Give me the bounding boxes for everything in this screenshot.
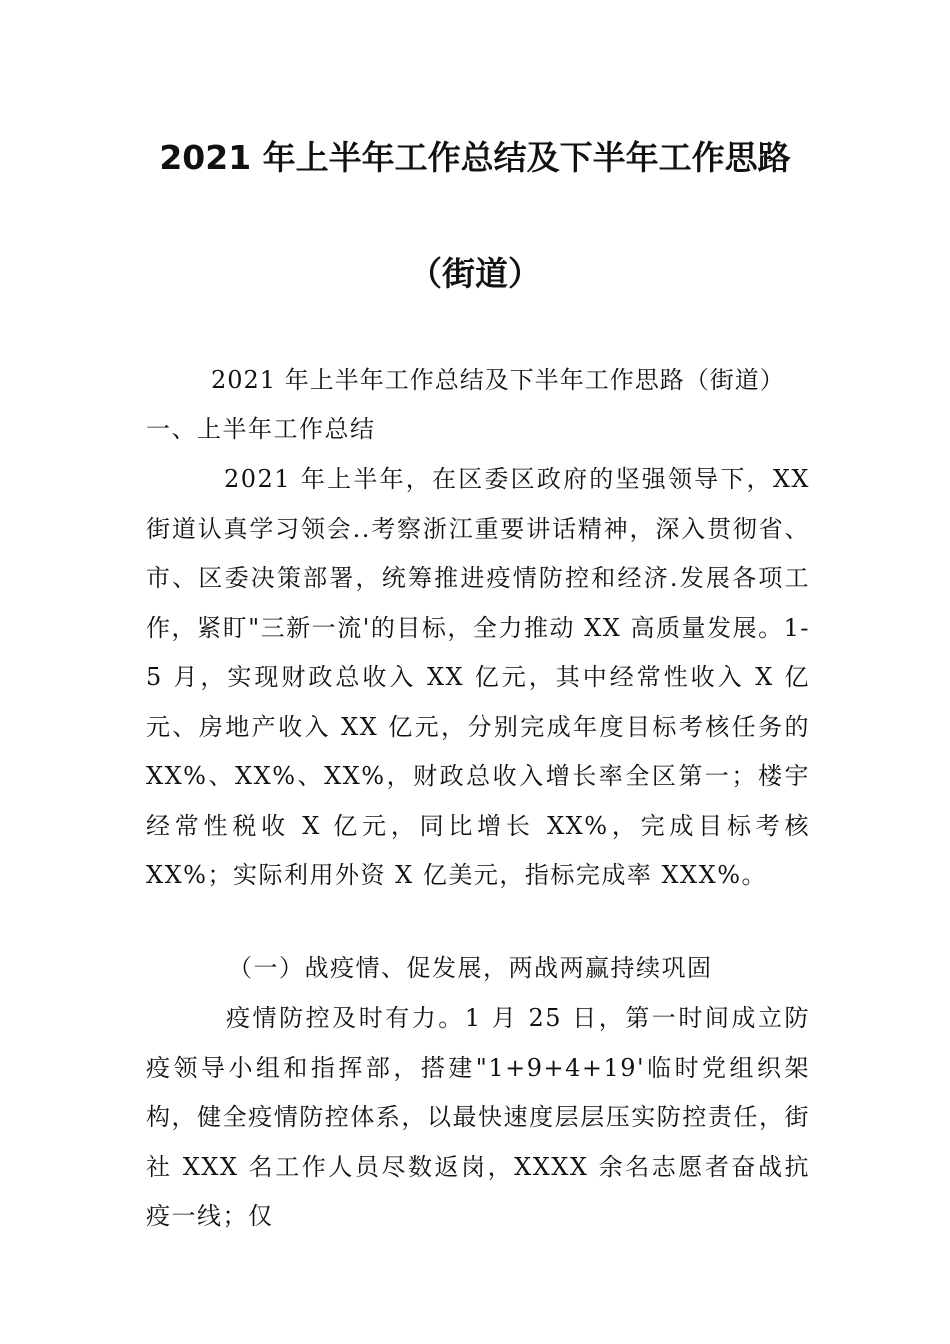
epidemic-control-paragraph: 疫情防控及时有力。1 月 25 日，第一时间成立防疫领导小组和指挥部，搭建"1+9+4+19'临时党组织架构，健全疫情防控体系，以最快速度层层压实防控责任，街社 XXX 名工作人员尽数返岗，XXXX 余名志愿者奋战抗疫一线；仅 xyxy=(146,1004,810,1230)
document-title-suffix: （街道） xyxy=(409,254,541,293)
subsection-heading-epidemic-development: （一）战疫情、促发展，两战两赢持续巩固 xyxy=(228,954,713,982)
document-subtitle: 2021 年上半年工作总结及下半年工作思路（街道） xyxy=(211,366,785,394)
summary-paragraph: 2021 年上半年，在区委区政府的坚强领导下，XX 街道认真学习领会..考察浙江重要讲话精神，深入贯彻省、市、区委决策部署，统筹推进疫情防控和经济.发展各项工作，紧盯"三新一流'的目标，全力推动 XX 高质量发展。1-5 月，实现财政总收入 XX 亿元，其中经常性收入 X 亿元、房地产收入 XX 亿元，分别完成年度目标考核任务的 XX%、XX%、XX%，财政总收入增长率全区第一；楼宇经常性税收 X 亿元，同比增长 XX%，完成目标考核 XX%；实际利用外资 X 亿美元，指标完成率 XXX%。 xyxy=(146,465,810,889)
section-heading-first-half-summary: 一、上半年工作总结 xyxy=(146,415,376,443)
document-title: 2021 年上半年工作总结及下半年工作思路 xyxy=(159,138,791,177)
